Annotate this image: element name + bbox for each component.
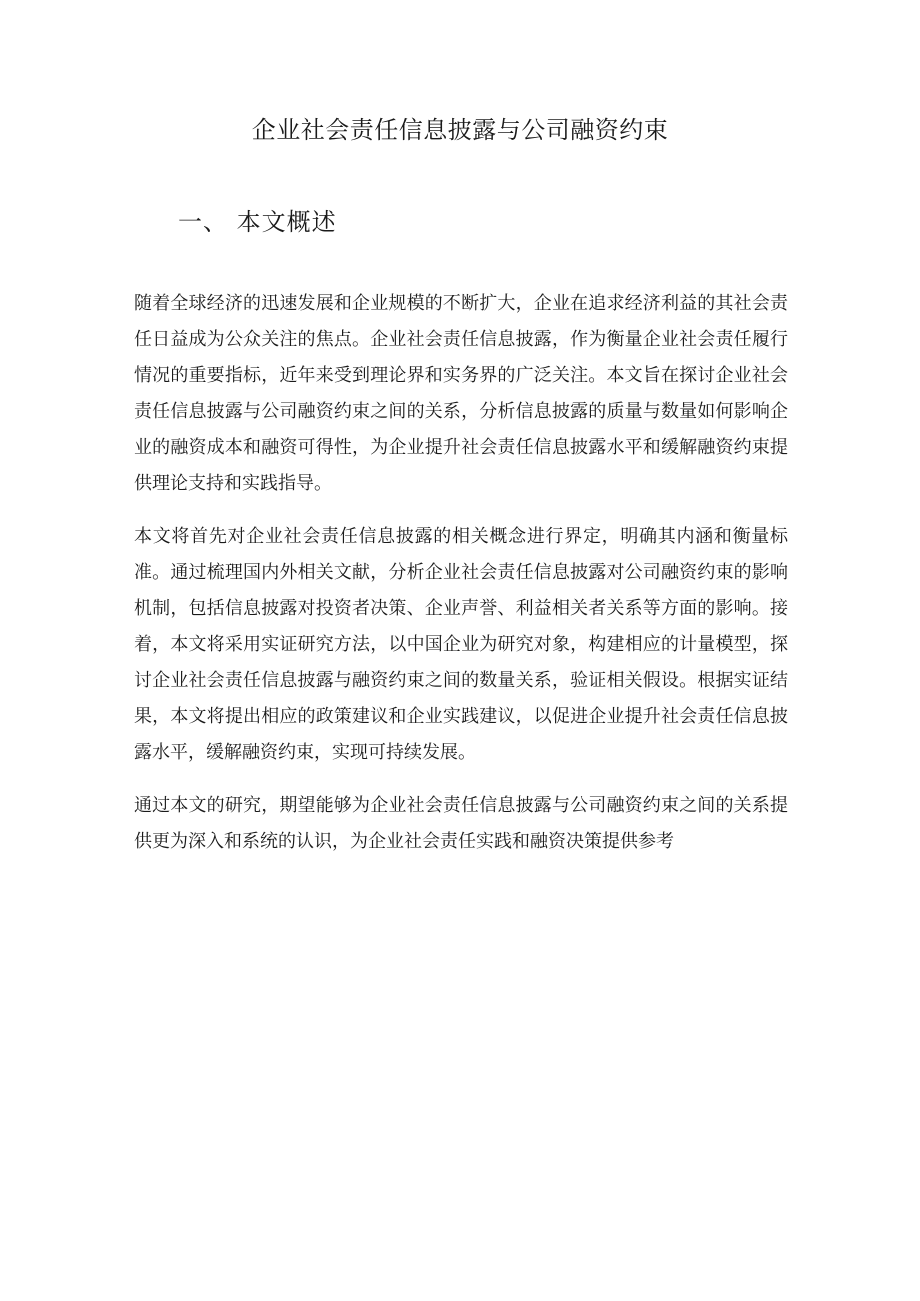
section-heading-overview: 一、 本文概述 — [178, 208, 337, 236]
document-title: 企业社会责任信息披露与公司融资约束 — [251, 116, 669, 144]
paragraph-2: 本文将首先对企业社会责任信息披露的相关概念进行界定，明确其内涵和衡量标准。通过梳理国内外相关文献，分析企业社会责任信息披露对公司融资约束的影响机制，包括信息披露对投资者决策、企业声誉、利益相关者关系等方面的影响。接着，本文将采用实证研究方法，以中国企业为研究对象，构建相应的计量模型，探讨企业社会责任信息披露与融资约束之间的数量关系，验证相关假设。根据实证结果，本文将提出相应的政策建议和企业实践建议，以促进企业提升社会责任信息披露水平，缓解融资约束，实现可持续发展。 — [134, 526, 788, 763]
paragraph-1: 随着全球经济的迅速发展和企业规模的不断扩大，企业在追求经济利益的其社会责任日益成为公众关注的焦点。企业社会责任信息披露，作为衡量企业社会责任履行情况的重要指标，近年来受到理论界和实务界的广泛关注。本文旨在探讨企业社会责任信息披露与公司融资约束之间的关系，分析信息披露的质量与数量如何影响企业的融资成本和融资可得性，为企业提升社会责任信息披露水平和缓解融资约束提供理论支持和实践指导。 — [134, 293, 788, 494]
paragraph-3: 通过本文的研究，期望能够为企业社会责任信息披露与公司融资约束之间的关系提供更为深入和系统的认识，为企业社会责任实践和融资决策提供参考 — [134, 795, 788, 852]
section-body — [134, 286, 788, 877]
